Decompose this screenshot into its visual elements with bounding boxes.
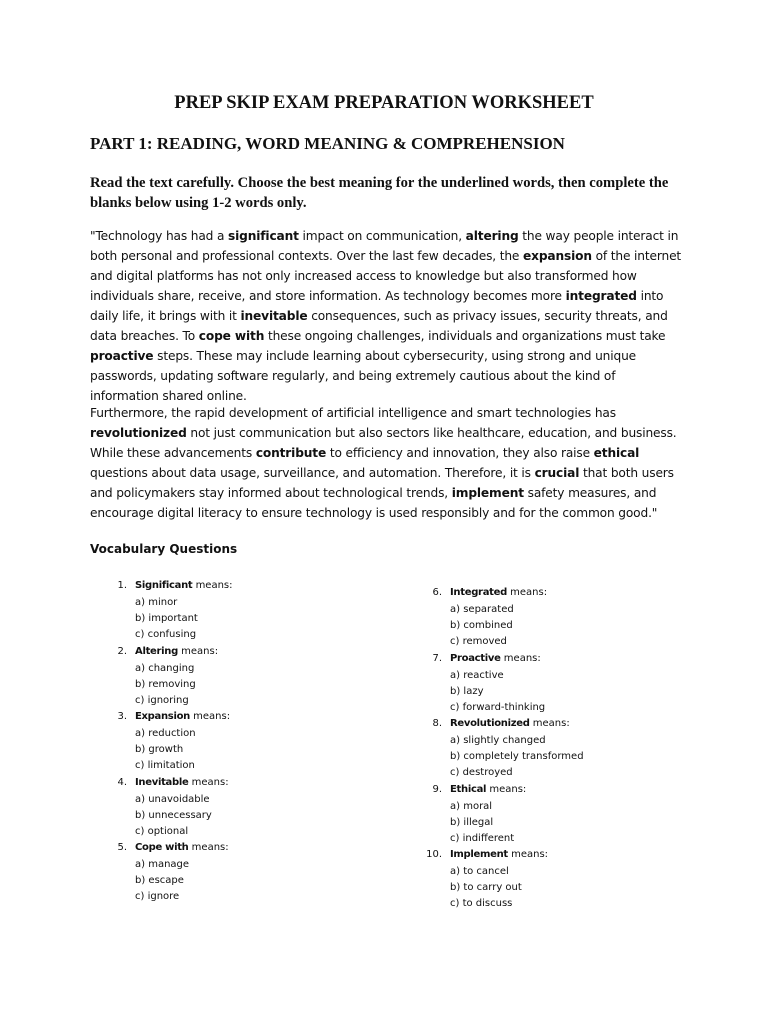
- question-term: Ethical: [450, 783, 487, 795]
- means-label: means:: [189, 711, 231, 722]
- answer-option: c) optional: [135, 825, 189, 837]
- passage-paragraph-2: [90, 403, 682, 523]
- question-number: 4.: [117, 776, 127, 788]
- answer-option: c) removed: [450, 636, 507, 647]
- question-term: Revolutionized: [450, 718, 530, 729]
- vocab-word: expansion: [523, 249, 592, 263]
- means-label: means:: [188, 842, 229, 853]
- part-heading: PART 1: READING, WORD MEANING & COMPREHENSION: [90, 134, 565, 153]
- answer-option: b) combined: [450, 620, 513, 631]
- question-term: Cope with: [135, 842, 189, 853]
- question-term: Expansion: [135, 711, 190, 722]
- passage-text: of the internet and digital platforms has not only increased access to knowledge but also transformed how individuals share, receive, and store information. As technology becomes more: [90, 249, 682, 303]
- answer-option: b) completely transformed: [450, 751, 584, 762]
- means-label: means:: [506, 587, 548, 598]
- vocab-word: proactive: [90, 349, 154, 363]
- passage-text: impact on communication,: [298, 229, 466, 243]
- answer-option: a) moral: [450, 800, 493, 812]
- question-prompt: [135, 711, 230, 722]
- question-term: Integrated: [450, 587, 507, 598]
- passage-text: safety measures, and encourage digital literacy to ensure technology is used responsibly and for the common good.": [90, 486, 658, 520]
- vocab-word: integrated: [565, 289, 637, 303]
- answer-option: c) destroyed: [450, 767, 513, 778]
- means-label: means:: [507, 849, 549, 860]
- passage-text: not just communication but also sectors like healthcare, education, and business. While these advancements: [90, 426, 677, 460]
- vocab-word: altering: [465, 229, 519, 243]
- question-number: 1.: [117, 580, 127, 591]
- answer-option: a) unavoidable: [135, 793, 210, 805]
- question-term: Altering: [135, 645, 178, 657]
- answer-option: b) important: [135, 613, 198, 624]
- vocab-word: cope with: [198, 329, 265, 343]
- answer-option: a) reduction: [135, 728, 196, 739]
- question-prompt: [450, 718, 570, 729]
- question-term: Proactive: [450, 652, 501, 664]
- answer-option: a) slightly changed: [450, 735, 546, 746]
- answer-option: c) to discuss: [450, 898, 513, 909]
- page-title: PREP SKIP EXAM PREPARATION WORKSHEET: [174, 93, 594, 113]
- means-label: means:: [192, 580, 233, 591]
- question-number: 9.: [432, 783, 442, 795]
- answer-option: c) ignore: [135, 891, 180, 902]
- instructions: Read the text carefully. Choose the best meaning for the underlined words, then complete the blanks below using 1-2 words only.: [90, 175, 669, 211]
- answer-option: c) indifferent: [450, 832, 515, 844]
- question-prompt: [135, 646, 218, 657]
- question-number: 3.: [117, 711, 127, 722]
- answer-option: c) forward-thinking: [450, 701, 546, 713]
- question-prompt: [450, 849, 548, 860]
- question-number: 5.: [117, 842, 127, 853]
- means-label: means:: [529, 718, 570, 729]
- vocab-word: crucial: [534, 466, 580, 480]
- answer-option: a) to cancel: [450, 866, 509, 877]
- answer-option: b) illegal: [450, 816, 494, 828]
- passage-text: questions about data usage, surveillance, and automation. Therefore, it is: [90, 466, 535, 480]
- question-number: 7.: [432, 652, 442, 664]
- question-number: 2.: [117, 645, 127, 657]
- vocabulary-heading: Vocabulary Questions: [90, 542, 238, 556]
- answer-option: c) confusing: [135, 629, 197, 640]
- answer-option: c) limitation: [135, 760, 195, 771]
- vocab-word: inevitable: [240, 309, 308, 323]
- answer-option: a) separated: [450, 604, 514, 615]
- answer-option: b) growth: [135, 744, 184, 755]
- passage-text: these ongoing challenges, individuals and organizations must take: [264, 329, 666, 343]
- question-prompt: [450, 587, 547, 598]
- question-term: Inevitable: [135, 776, 189, 788]
- vocab-word: implement: [451, 486, 524, 500]
- answer-option: c) ignoring: [135, 694, 189, 706]
- question-term: Implement: [450, 849, 508, 860]
- question-prompt: [450, 653, 541, 664]
- passage-text: Furthermore, the rapid development of artificial intelligence and smart technologies has: [90, 406, 616, 420]
- answer-option: a) minor: [135, 597, 178, 608]
- question-prompt: [135, 842, 229, 853]
- means-label: means:: [500, 652, 541, 664]
- passage-paragraph-1: [90, 226, 682, 406]
- passage-text: into daily life, it brings with it: [90, 289, 664, 323]
- answer-option: b) removing: [135, 678, 196, 690]
- answer-option: a) manage: [135, 859, 190, 870]
- answer-option: a) changing: [135, 662, 195, 674]
- answer-option: b) escape: [135, 875, 184, 886]
- vocab-word: ethical: [593, 446, 640, 460]
- question-prompt: [450, 784, 526, 795]
- passage-text: the way people interact in both personal and professional contexts. Over the last few decades, the: [90, 229, 679, 263]
- question-term: Significant: [135, 580, 193, 591]
- question-number: 6.: [432, 587, 442, 598]
- means-label: means:: [188, 776, 229, 788]
- passage-text: to efficiency and innovation, they also raise: [326, 446, 594, 460]
- passage-text: "Technology has had a: [90, 229, 229, 243]
- answer-option: a) reactive: [450, 669, 504, 681]
- vocab-word: revolutionized: [90, 426, 187, 440]
- passage-text: consequences, such as privacy issues, security threats, and data breaches. To: [90, 309, 668, 343]
- question-prompt: [135, 580, 233, 591]
- question-prompt: [135, 777, 229, 788]
- answer-option: b) lazy: [450, 685, 484, 697]
- means-label: means:: [486, 783, 527, 795]
- answer-option: b) to carry out: [450, 882, 522, 893]
- vocab-word: contribute: [255, 446, 327, 460]
- question-number: 10.: [426, 849, 442, 860]
- vocab-word: significant: [228, 229, 299, 243]
- passage-text: steps. These may include learning about cybersecurity, using strong and unique passwords, updating software regularly, and being extremely cautious about the kind of information shared online.: [90, 349, 637, 403]
- answer-option: b) unnecessary: [135, 809, 212, 821]
- question-number: 8.: [432, 718, 442, 729]
- means-label: means:: [177, 645, 219, 657]
- passage-text: that both users and policymakers stay informed about technological trends,: [90, 466, 674, 500]
